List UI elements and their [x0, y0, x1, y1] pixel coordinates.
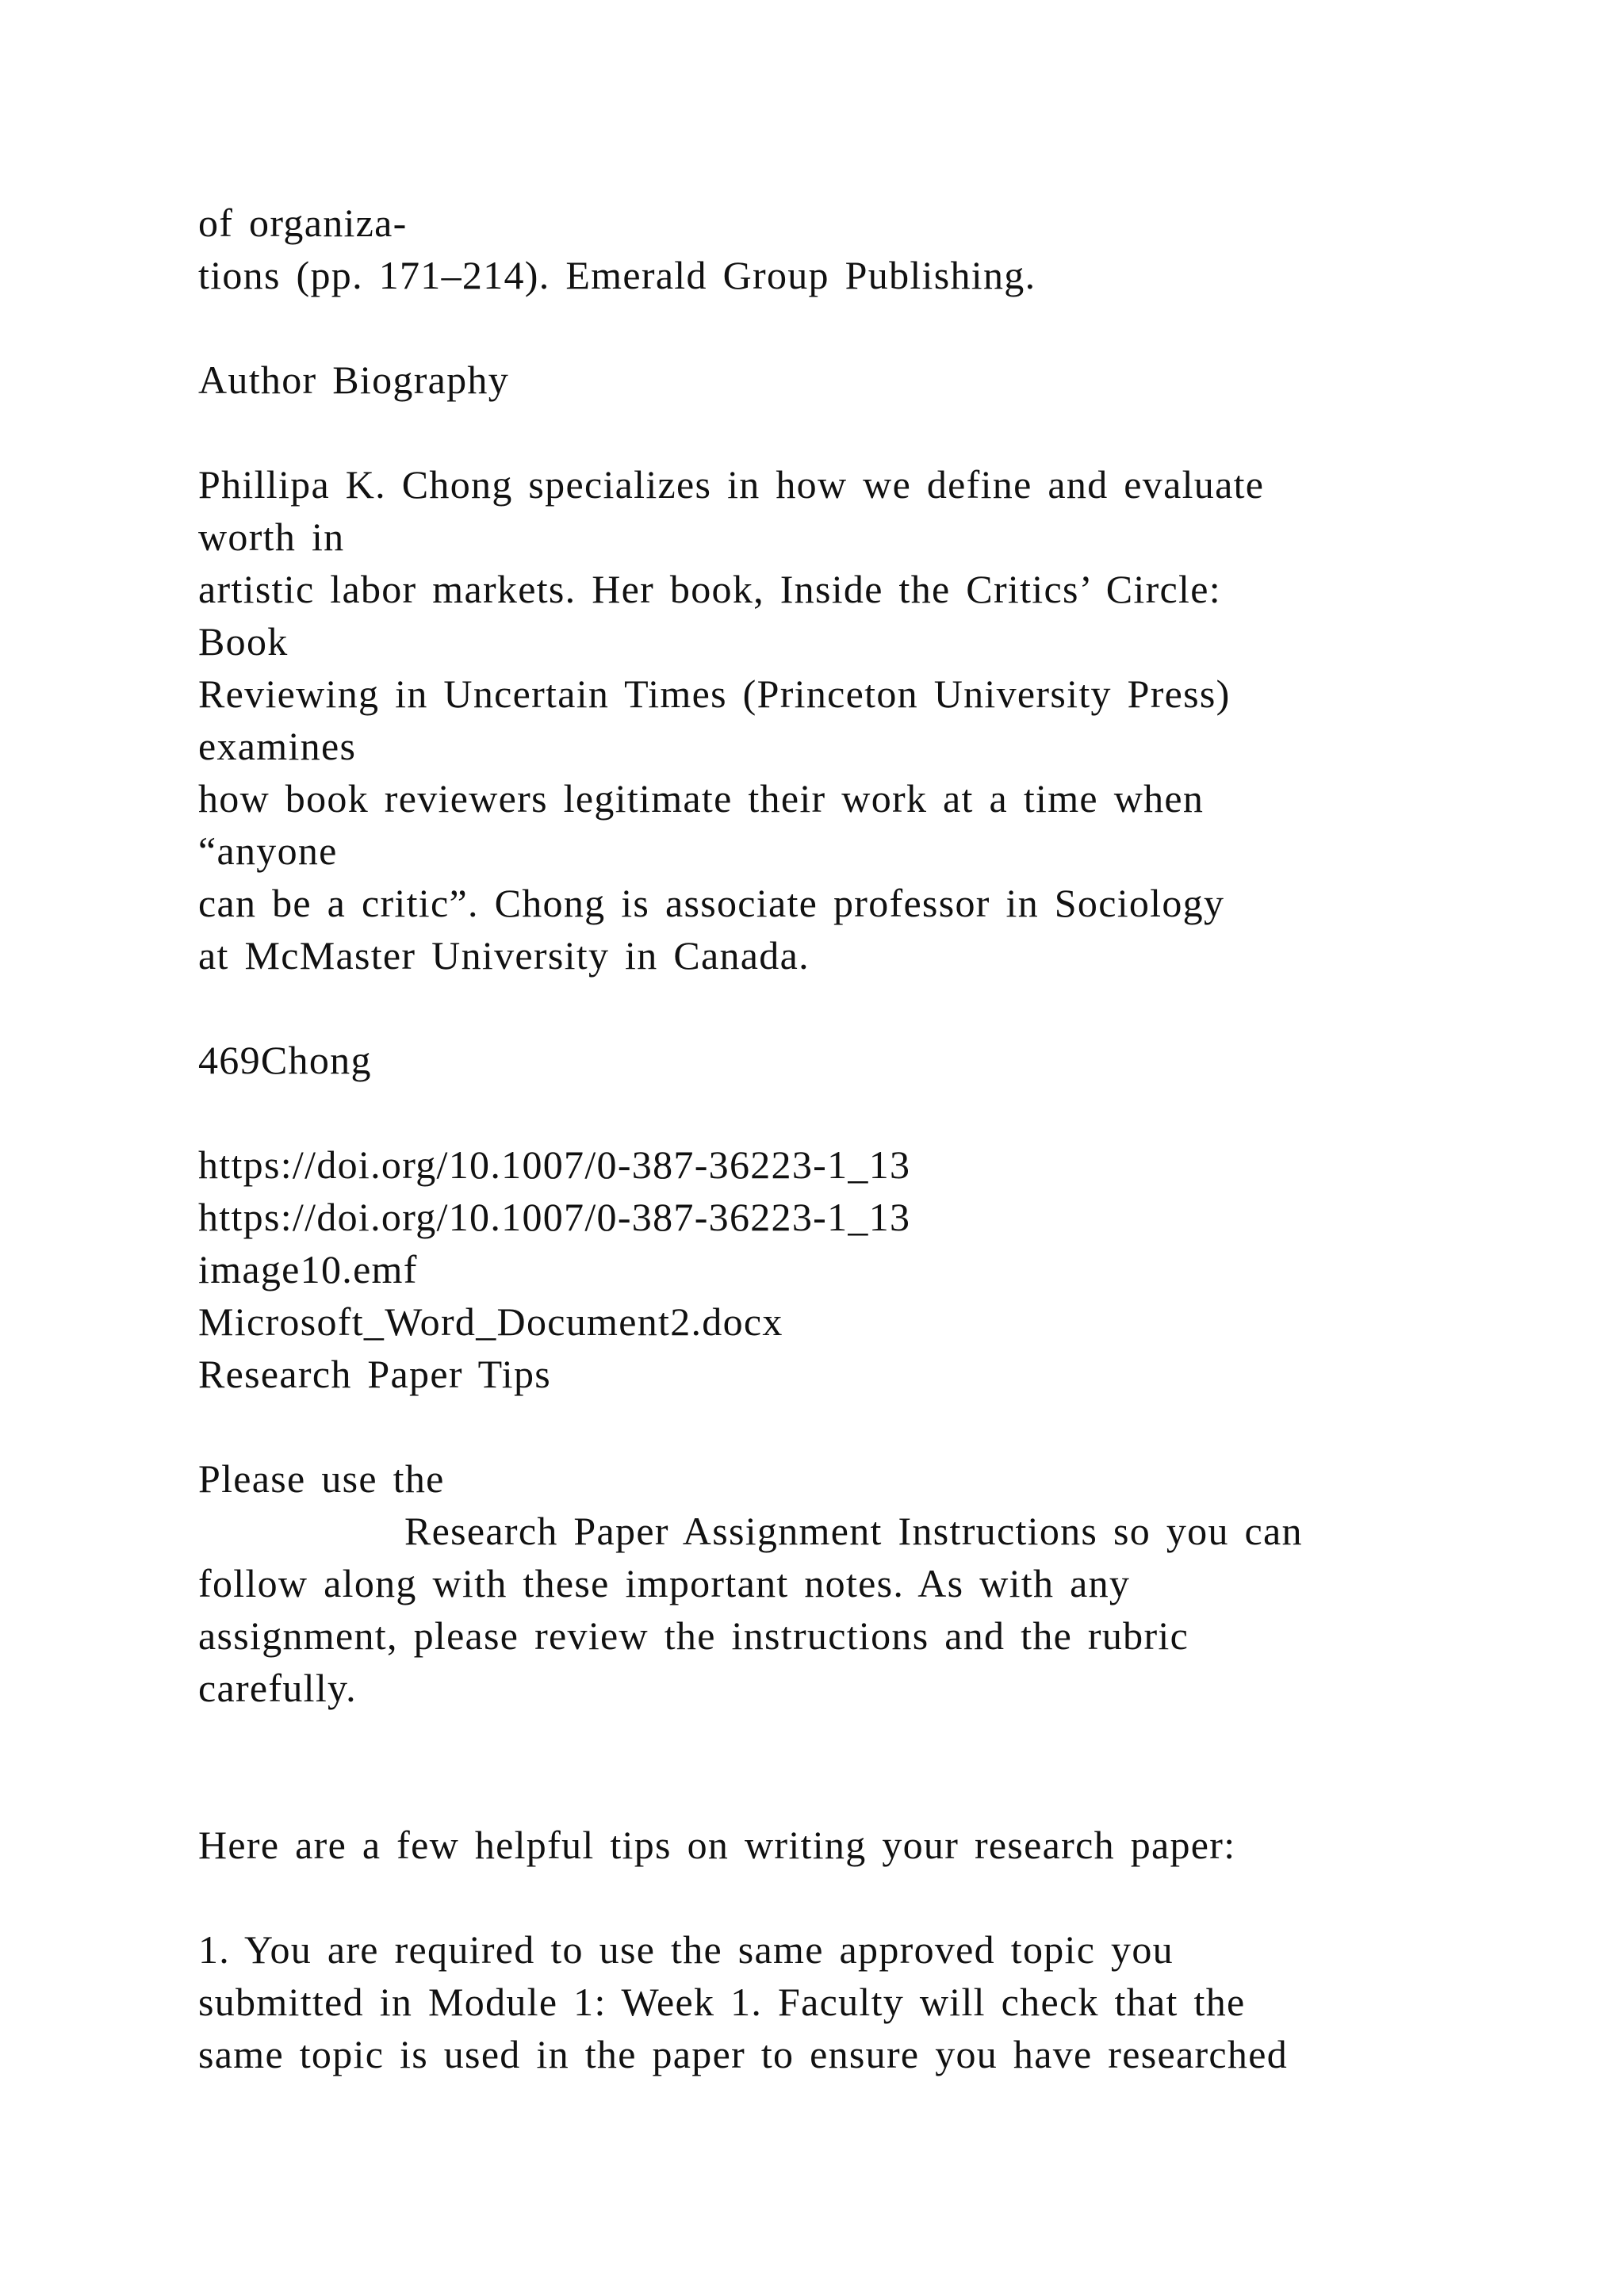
section-heading: Author Biography [198, 358, 510, 402]
text-line: how book reviewers legitimate their work at a time when [198, 776, 1205, 821]
text-line: Reviewing in Uncertain Times (Princeton University Press) [198, 672, 1231, 716]
text-line: Book [198, 619, 289, 664]
doi-link: https://doi.org/10.1007/0-387-36223-1_13 [198, 1195, 911, 1239]
list-item-text: 1. You are required to use the same approved topic you [198, 1927, 1174, 1972]
text-line: assignment, please review the instructions and the rubric [198, 1613, 1189, 1658]
text-line: at McMaster University in Canada. [198, 933, 810, 978]
blank-line [198, 406, 1546, 458]
blank-line [198, 1714, 1546, 1766]
list-item-text: same topic is used in the paper to ensure you have researched [198, 2032, 1289, 2076]
text-line: “anyone [198, 828, 338, 873]
blank-line [198, 1871, 1546, 1923]
blank-line [198, 1400, 1546, 1452]
section-heading: Research Paper Tips [198, 1352, 552, 1396]
text-line: follow along with these important notes. As with any [198, 1561, 1131, 1605]
document-body [198, 197, 1546, 2080]
text-line: Research Paper Assignment Instructions so you can [404, 1509, 1303, 1553]
text-line: carefully. [198, 1666, 357, 1710]
text-line: can be a critic”. Chong is associate professor in Sociology [198, 881, 1225, 925]
text-line: of organiza- [198, 201, 408, 245]
text-line: Please use the [198, 1456, 445, 1501]
text-line: artistic labor markets. Her book, Inside the Critics’ Circle: [198, 567, 1221, 611]
text-line: Here are a few helpful tips on writing your research paper: [198, 1823, 1236, 1867]
doi-link: https://doi.org/10.1007/0-387-36223-1_13 [198, 1142, 911, 1187]
page-footer: 469Chong [198, 1038, 372, 1082]
blank-line [198, 1086, 1546, 1138]
text-line: worth in [198, 515, 345, 559]
attachment-filename: Microsoft_Word_Document2.docx [198, 1299, 783, 1344]
text-line: tions (pp. 171–214). Emerald Group Publishing. [198, 253, 1036, 297]
list-item-text: submitted in Module 1: Week 1. Faculty will check that the [198, 1980, 1246, 2024]
text-line: Phillipa K. Chong specializes in how we define and evaluate [198, 462, 1265, 507]
blank-line [198, 982, 1546, 1034]
text-line: examines [198, 724, 357, 768]
blank-line [198, 301, 1546, 354]
attachment-filename: image10.emf [198, 1247, 418, 1292]
blank-line [198, 1766, 1546, 1819]
